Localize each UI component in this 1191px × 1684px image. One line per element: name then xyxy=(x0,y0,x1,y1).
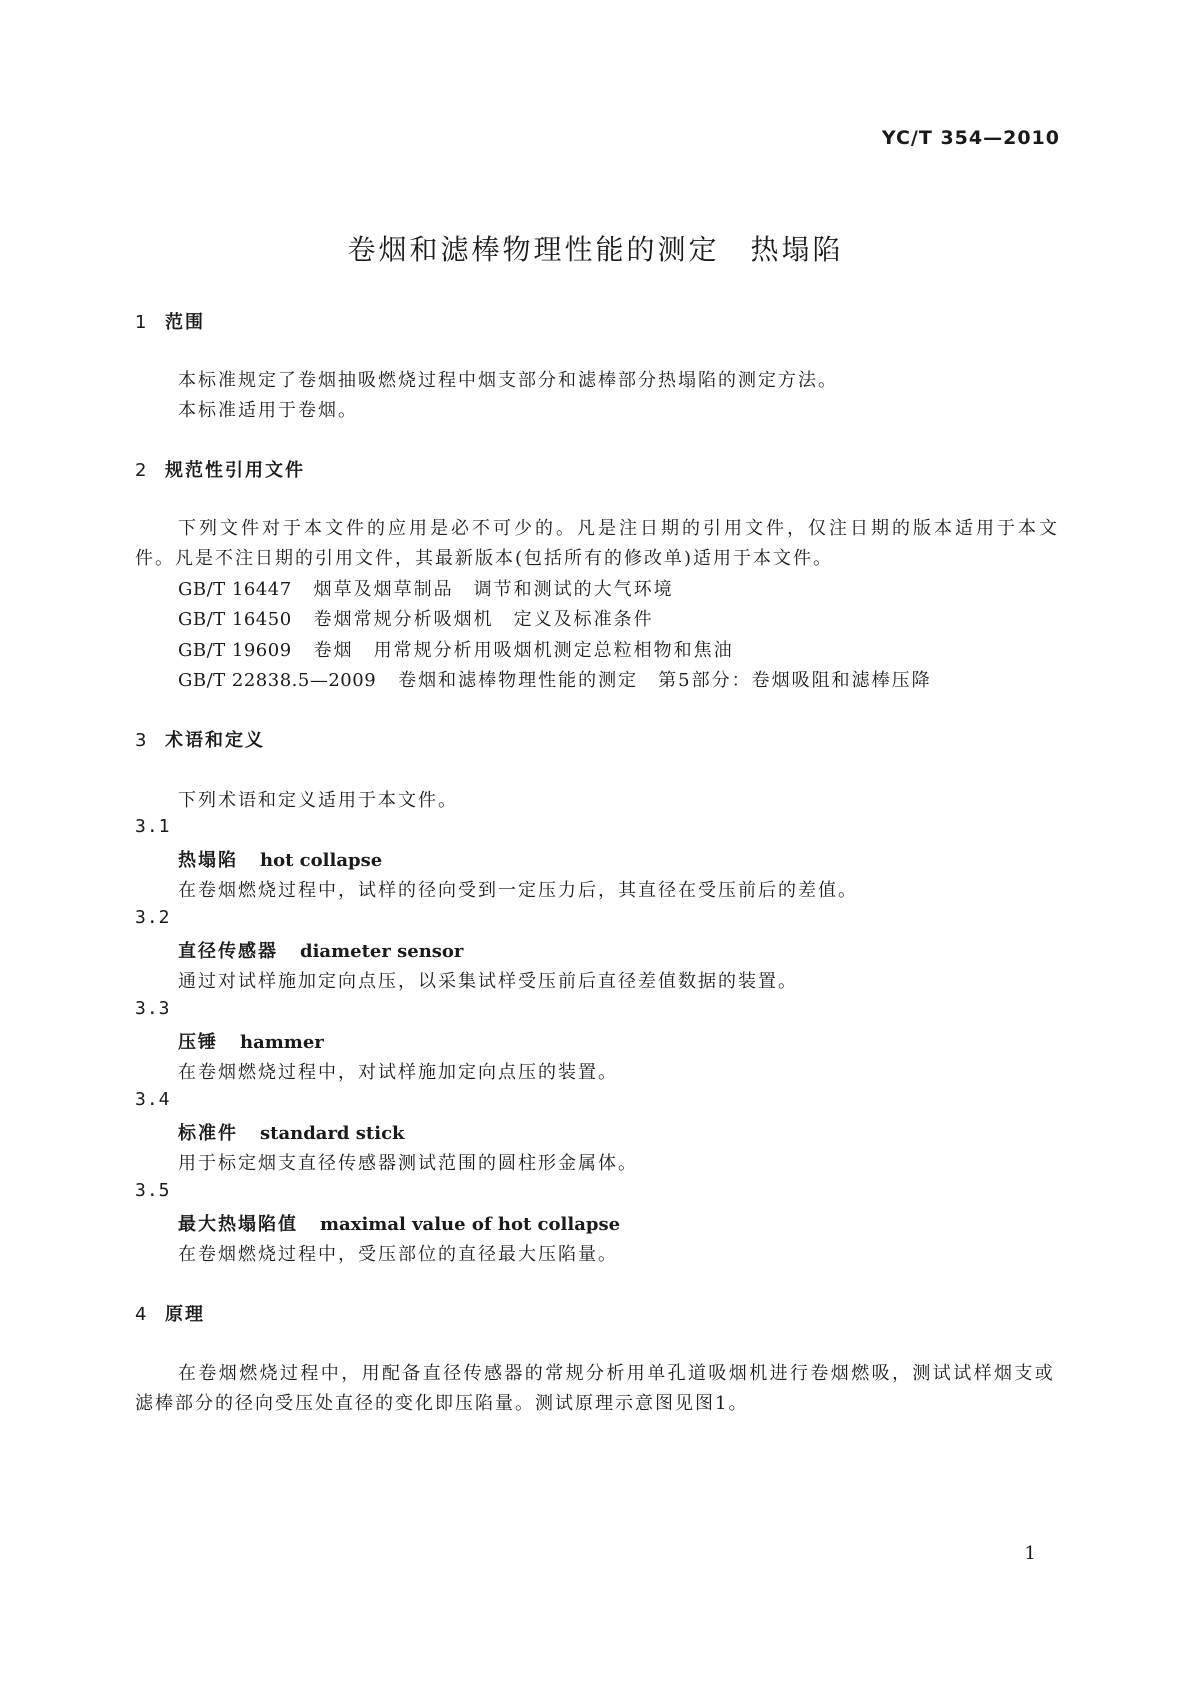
paragraph: 下列术语和定义适用于本文件。 xyxy=(178,790,458,811)
term-entry xyxy=(178,937,463,963)
term-chinese: 直径传感器 xyxy=(178,941,278,962)
section-title: 术语和定义 xyxy=(165,730,265,751)
term-chinese: 热塌陷 xyxy=(178,850,238,871)
term-chinese: 最大热塌陷值 xyxy=(178,1214,298,1235)
reference-item xyxy=(178,605,654,631)
term-entry xyxy=(178,1028,324,1054)
document-title: 卷烟和滤棒物理性能的测定 热塌陷 xyxy=(347,233,844,266)
section-number: 3 xyxy=(135,730,149,751)
section-2-heading xyxy=(135,456,305,482)
reference-item xyxy=(178,636,734,662)
term-english: diameter sensor xyxy=(300,941,464,962)
clause-number: 3.5 xyxy=(135,1180,171,1201)
paragraph: 件。凡是不注日期的引用文件，其最新版本(包括所有的修改单)适用于本文件。 xyxy=(135,548,834,569)
clause-number: 3.3 xyxy=(135,998,171,1019)
term-chinese: 标准件 xyxy=(178,1123,238,1144)
reference-title: 烟草及烟草制品 调节和测试的大气环境 xyxy=(313,579,674,600)
section-title: 原理 xyxy=(165,1304,205,1325)
term-english: maximal value of hot collapse xyxy=(320,1214,621,1235)
reference-code: GB/T 19609 xyxy=(178,640,292,661)
paragraph: 本标准规定了卷烟抽吸燃烧过程中烟支部分和滤棒部分热塌陷的测定方法。 xyxy=(178,370,838,391)
term-definition: 通过对试样施加定向点压，以采集试样受压前后直径差值数据的装置。 xyxy=(178,971,798,992)
term-definition: 在卷烟燃烧过程中，受压部位的直径最大压陷量。 xyxy=(178,1244,618,1265)
section-1-heading xyxy=(135,308,205,334)
standard-code: YC/T 354—2010 xyxy=(881,127,1060,149)
term-english: hammer xyxy=(240,1032,324,1053)
reference-title: 卷烟常规分析吸烟机 定义及标准条件 xyxy=(313,609,654,630)
term-entry xyxy=(178,846,382,872)
term-definition: 用于标定烟支直径传感器测试范围的圆柱形金属体。 xyxy=(178,1153,638,1174)
paragraph: 滤棒部分的径向受压处直径的变化即压陷量。测试原理示意图见图1。 xyxy=(135,1393,749,1414)
section-number: 2 xyxy=(135,460,149,481)
term-chinese: 压锤 xyxy=(178,1032,218,1053)
section-3-heading xyxy=(135,726,265,752)
page-number: 1 xyxy=(1024,1543,1036,1564)
section-number: 1 xyxy=(135,312,149,333)
paragraph: 下列文件对于本文件的应用是必不可少的。凡是注日期的引用文件，仅注日期的版本适用于本文 xyxy=(178,518,1060,539)
reference-item xyxy=(178,575,674,601)
term-english: standard stick xyxy=(260,1123,405,1144)
reference-title: 卷烟 用常规分析用吸烟机测定总粒相物和焦油 xyxy=(313,640,734,661)
reference-code: GB/T 16450 xyxy=(178,609,292,630)
section-title: 范围 xyxy=(165,312,205,333)
term-definition: 在卷烟燃烧过程中，试样的径向受到一定压力后，其直径在受压前后的差值。 xyxy=(178,880,858,901)
clause-number: 3.1 xyxy=(135,816,171,837)
section-4-heading xyxy=(135,1300,205,1326)
paragraph: 在卷烟燃烧过程中，用配备直径传感器的常规分析用单孔道吸烟机进行卷烟燃吸，测试试样烟支或 xyxy=(178,1363,1056,1384)
reference-title: 卷烟和滤棒物理性能的测定 第5部分：卷烟吸阻和滤棒压降 xyxy=(398,670,932,691)
clause-number: 3.4 xyxy=(135,1089,171,1110)
reference-code: GB/T 22838.5—2009 xyxy=(178,670,377,691)
reference-code: GB/T 16447 xyxy=(178,579,292,600)
section-number: 4 xyxy=(135,1304,149,1325)
term-english: hot collapse xyxy=(260,850,383,871)
paragraph: 本标准适用于卷烟。 xyxy=(178,400,358,421)
clause-number: 3.2 xyxy=(135,907,171,928)
term-entry xyxy=(178,1210,620,1236)
reference-item xyxy=(178,666,932,692)
term-entry xyxy=(178,1119,405,1145)
term-definition: 在卷烟燃烧过程中，对试样施加定向点压的装置。 xyxy=(178,1062,618,1083)
section-title: 规范性引用文件 xyxy=(165,460,305,481)
